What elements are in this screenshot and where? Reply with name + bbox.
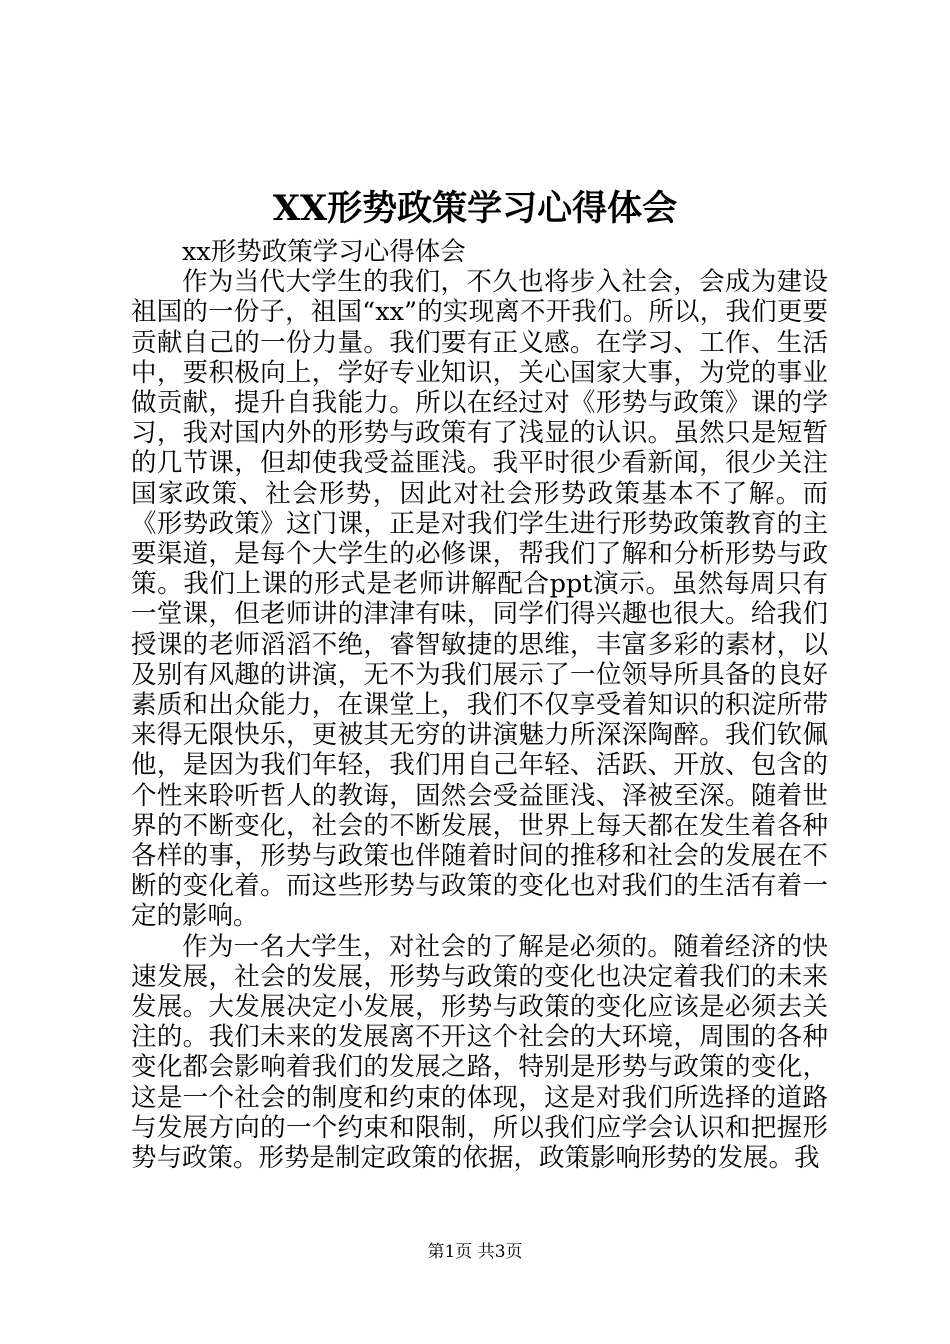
subtitle-paragraph: xx形势政策学习心得体会 bbox=[182, 237, 466, 267]
body-paragraph: 作为一名大学生，对社会的了解是必须的。随着经济的快速发展，社会的发展，形势与政策的变化也决定着我们的未来发展。大发展决定小发展，形势与政策的变化应该是必须去关注的。我们未来的发展离不开这个社会的大环境，周围的各种变化都会影响着我们的发展之路，特别是形势与政策的变化，这是一个社会的制度和约束的体现，这是对我们所选择的道路与发展方向的一个约束和限制，所以我们应学会认识和把握形势与政策。形势是制定政策的依据，政策影响形势的发展。我 bbox=[131, 931, 828, 1174]
page-number-footer: 第1页 共3页 bbox=[427, 1242, 523, 1262]
body-paragraph: 作为当代大学生的我们，不久也将步入社会，会成为建设祖国的一份子，祖国“xx”的实现离不开我们。所以，我们更要贡献自己的一份力量。我们要有正义感。在学习、工作、生活中，要积极向上，学好专业知识，关心国家大事，为党的事业做贡献，提升自我能力。所以在经过对《形势与政策》课的学习，我对国内外的形势与政策有了浅显的认识。虽然只是短暂的几节课，但却使我受益匪浅。我平时很少看新闻，很少关注国家政策、社会形势，因此对社会形势政策基本不了解。而《形势政策》这门课，正是对我们学生进行形势政策教育的主要渠道，是每个大学生的必修课，帮我们了解和分析形势与政策。我们上课的形式是老师讲解配合ppt演示。虽然每周只有一堂课，但老师讲的津津有味，同学们得兴趣也很大。给我们授课的老师滔滔不绝，睿智敏捷的思维，丰富多彩的素材，以及别有风趣的讲演，无不为我们展示了一位领导所具备的良好素质和出众能力，在课堂上，我们不仅享受着知识的积淀所带来得无限快乐，更被其无穷的讲演魅力所深深陶醉。我们钦佩他，是因为我们年轻，我们用自己年轻、活跃、开放、包含的个性来聆听哲人的教诲，固然会受益匪浅、泽被至深。随着世界的不断变化，社会的不断发展，世界上每天都在发生着各种各样的事，形势与政策也伴随着时间的推移和社会的发展在不断的变化着。而这些形势与政策的变化也对我们的生活有着一定的影响。 bbox=[131, 267, 828, 932]
document-body bbox=[131, 237, 828, 1173]
document-title: XX形势政策学习心得体会 bbox=[272, 188, 678, 229]
